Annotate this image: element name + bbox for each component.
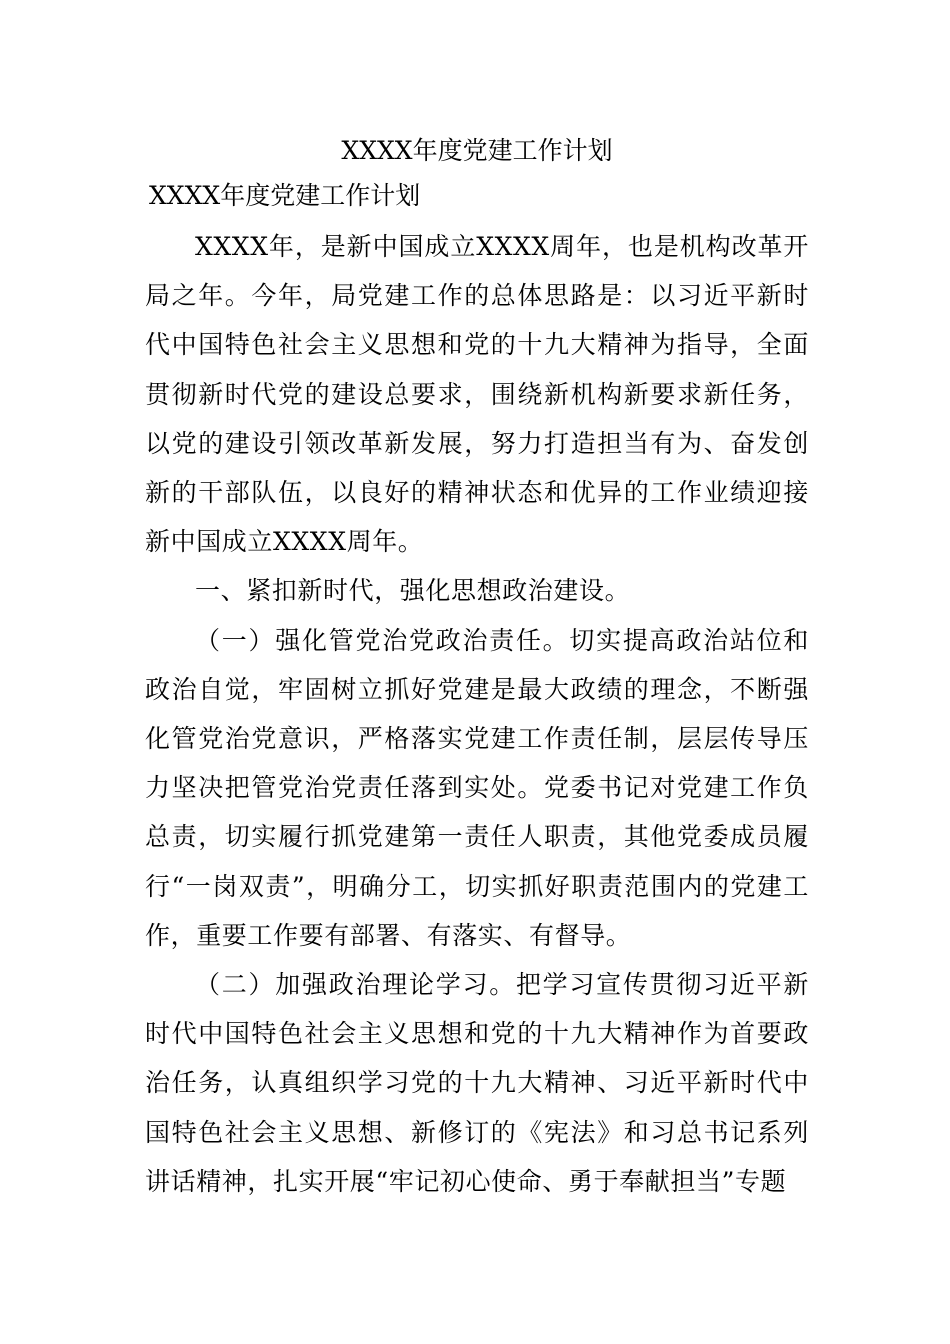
document-title: XXXX年度党建工作计划 [341, 136, 613, 165]
paragraph-intro: XXXX年，是新中国成立XXXX周年，也是机构改革开局之年。今年，局党建工作的总体思路是：以习近平新时代中国特色社会主义思想和党的十九大精神为指导，全面贯彻新时代党的建设总要求，围绕新机构新要求新任务，以党的建设引领改革新发展，努力打造担当有为、奋发创新的干部队伍，以良好的精神状态和优异的工作业绩迎接新中国成立XXXX周年。 [145, 232, 809, 557]
section-heading-1: 一、紧扣新时代，强化思想政治建设。 [195, 576, 631, 606]
paragraph-section-1-2: （二）加强政治理论学习。把学习宣传贯彻习近平新时代中国特色社会主义思想和党的十九大精神作为首要政治任务，认真组织学习党的十九大精神、习近平新时代中国特色社会主义思想、新修订的《宪法》和习总书记系列讲话精神，扎实开展“牢记初心使命、勇于奉献担当”专题 [145, 970, 809, 1196]
document-subtitle: XXXX年度党建工作计划 [149, 181, 421, 210]
document-page [145, 128, 809, 1206]
paragraph-section-1-1: （一）强化管党治党政治责任。切实提高政治站位和政治自觉，牢固树立抓好党建是最大政绩的理念，不断强化管党治党意识，严格落实党建工作责任制，层层传导压力坚决把管党治党责任落到实处。党委书记对党建工作负总责，切实履行抓党建第一责任人职责，其他党委成员履行“一岗双责”，明确分工，切实抓好职责范围内的党建工作，重要工作要有部署、有落实、有督导。 [145, 625, 809, 950]
